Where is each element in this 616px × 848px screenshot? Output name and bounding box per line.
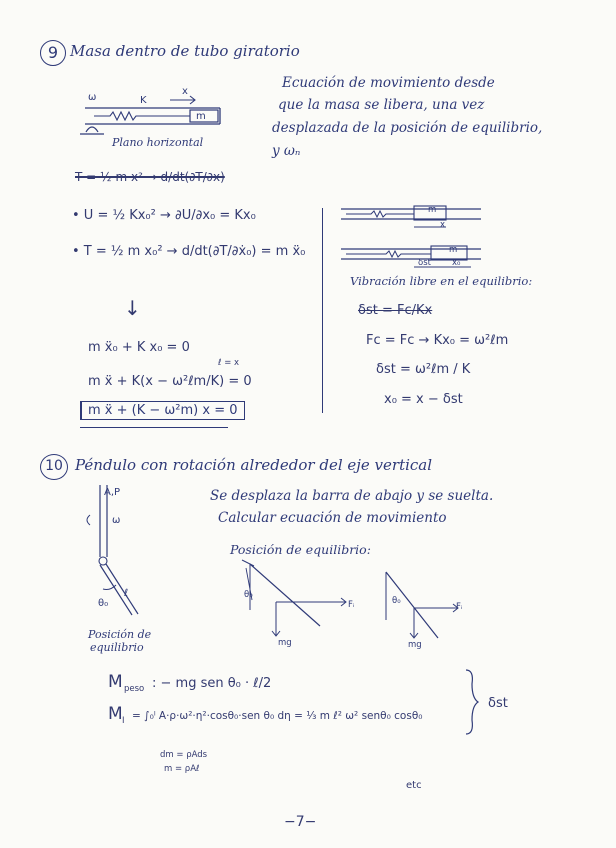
M-peso-symbol: M — [108, 672, 123, 692]
section-9-title: Masa dentro de tubo giratorio — [70, 42, 300, 60]
question-line-4: y ωₙ — [272, 143, 301, 159]
eq-fig-theta-2: θ₀ — [392, 596, 401, 606]
eq-fig-theta-1: θ₀ — [244, 590, 253, 600]
fig-x-label: x — [182, 86, 188, 97]
etc-label: etc — [406, 780, 422, 791]
instruction-line-2: Calcular ecuación de movimiento — [218, 510, 447, 526]
section-10-title: Péndulo con rotación alrededor del eje vertical — [75, 456, 433, 474]
x0-equation: x₀ = x − δst — [384, 392, 463, 407]
M-inertia-symbol: M — [108, 704, 123, 724]
struck-dst: δst = Fc/Kx — [358, 303, 433, 318]
fig-k-label: K — [140, 95, 147, 106]
right-fig-m-1: m — [428, 205, 437, 215]
right-brace — [462, 668, 482, 736]
final-equation-underline — [80, 427, 228, 428]
M-inertia-subscript: I — [122, 716, 125, 726]
equation-2-note: ℓ = x — [218, 358, 240, 368]
final-equation: m ẍ + (K − ω²m) x = 0 — [80, 401, 245, 420]
equation-1: m ẍ₀ + K x₀ = 0 — [88, 340, 190, 355]
eq-fig-mg-2: mg — [408, 640, 422, 650]
column-separator — [322, 208, 323, 413]
pendulum-caption-2: equilibrio — [90, 641, 144, 654]
eq-fig-Fi-2: Fᵢ — [456, 602, 463, 612]
right-fig-m-2: m — [449, 245, 458, 255]
energy-U-equation: • U = ½ Kx₀² → ∂U/∂x₀ = Kx₀ — [72, 208, 256, 223]
down-arrow: ↓ — [124, 296, 141, 320]
equilibrium-figure-2 — [380, 568, 470, 658]
M-peso-equation: : − mg sen θ₀ · ℓ/2 — [152, 676, 272, 691]
struck-equation: T = ½ m x² → d/dt(∂T/∂x) — [75, 170, 225, 184]
pendulum-AP-label: A,P — [104, 487, 121, 498]
spring-mass-figure — [336, 195, 486, 285]
fig-m-label: m — [196, 111, 206, 122]
energy-T-equation: • T = ½ m x₀² → d/dt(∂T/∂ẋ₀) = m ẍ₀ — [72, 244, 306, 259]
page-number: −7− — [284, 814, 317, 830]
pendulum-caption-1: Posición de — [88, 628, 152, 641]
M-inertia-equation: = ∫₀ˡ A·ρ·ω²·η²·cosθ₀·sen θ₀ dη = ⅓ m ℓ² ω² senθ₀ cosθ₀ — [132, 710, 423, 722]
equation-2: m ẍ + K(x − ω²ℓm/K) = 0 — [88, 374, 252, 389]
pendulum-ell-label: ℓ — [124, 588, 129, 599]
m-definition: m = ρAℓ — [164, 764, 200, 774]
fig-omega-label: ω — [88, 92, 97, 103]
M-peso-subscript: peso — [124, 684, 145, 694]
section-9-number: 9 — [40, 40, 66, 66]
equilibrium-heading: Posición de equilibrio: — [230, 542, 371, 557]
eq-fig-mg-1: mg — [278, 638, 292, 648]
question-line-1: Ecuación de movimiento desde — [282, 75, 495, 91]
static-deflection-equation: δst = ω²ℓm / K — [376, 362, 471, 377]
free-vibration-heading: Vibración libre en el equilibrio: — [350, 274, 533, 288]
instruction-line-1: Se desplaza la barra de abajo y se suelta. — [210, 488, 494, 504]
pendulum-theta-label: θ₀ — [98, 598, 109, 609]
question-line-2: que la masa se libera, una vez — [278, 97, 485, 113]
pendulum-omega-label: ω — [112, 515, 121, 526]
section-10-number: 10 — [40, 454, 68, 480]
dm-definition: dm = ρAds — [160, 750, 208, 760]
right-fig-dst: δst — [418, 258, 431, 268]
brace-result: δst — [488, 696, 508, 711]
centrifugal-equation: Fc = Fc → Kx₀ = ω²ℓm — [366, 333, 509, 348]
question-line-3: desplazada de la posición de equilibrio, — [272, 120, 543, 136]
eq-fig-Fi-1: Fᵢ — [348, 600, 355, 610]
equilibrium-figure-1 — [236, 560, 356, 650]
pendulum-figure — [80, 485, 160, 625]
right-fig-x: x — [440, 220, 446, 230]
plane-label: Plano horizontal — [112, 136, 204, 149]
right-fig-x0: x₀ — [452, 258, 461, 268]
